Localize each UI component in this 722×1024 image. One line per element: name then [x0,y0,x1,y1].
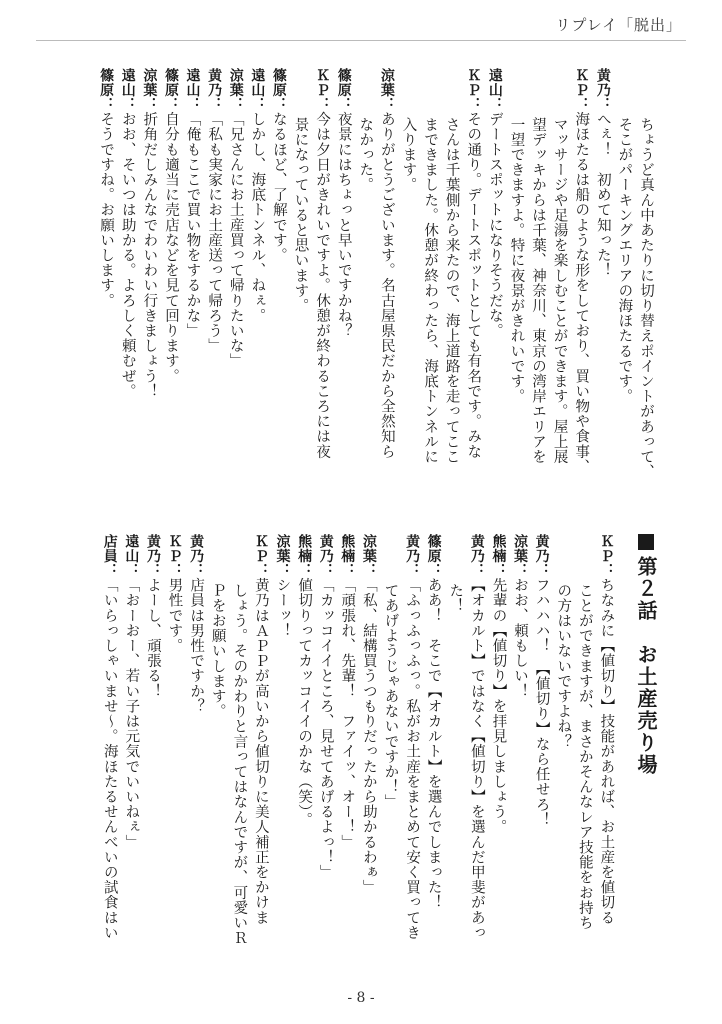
speaker-label: 遠山： [119,68,136,112]
line-text: 「いらっしゃいませ～。海ほたるせんべいの試食はい [101,577,118,941]
dialogue-line [462,68,484,488]
speaker-label: 遠山： [184,68,201,112]
dialogue-line [400,534,422,964]
speaker-label: ＫＰ： [166,534,183,578]
line-text: デートスポットになりそうだな。 [486,111,503,339]
speaker-label: 店員： [101,534,118,578]
line-text: シーッ！ [274,577,291,639]
speaker-label: 篠原： [162,68,179,112]
line-text: 「私も実家にお土産送って帰ろう」 [206,111,223,354]
line-text: さんは千葉側から来たので、海上道路を走ってここ [443,117,460,465]
speaker-label: 遠山： [486,68,503,112]
speaker-label: ＫＰ： [252,534,269,578]
dialogue-line [159,68,181,488]
continuation-line [634,68,656,488]
line-text: Ｐをお願いします。 [209,583,226,720]
line-text: 今は夕日がきれいですよ。休憩が終わるころには夜 [314,111,331,460]
dialogue-line [332,68,354,488]
speaker-label: 涼葉： [360,534,377,578]
line-text: しょう。そのかわりと言ってはなんですが、可愛いＲ [231,583,248,946]
line-text: 海ほたるは船のような形をしており、買い物や食事、 [573,111,590,475]
speaker-label: ＫＰ： [573,68,590,112]
speaker-label: 涼葉： [378,68,395,112]
speaker-label: 黄乃： [188,534,205,578]
speaker-label: 遠山： [123,534,140,578]
speaker-label: 黄乃： [468,534,485,578]
speaker-label: 篠原： [270,68,287,112]
line-text: よーし、頑張る！ [144,577,161,699]
dialogue-line [141,534,163,964]
continuation-line [573,534,595,964]
dialogue-line [570,68,592,488]
dialogue-line [311,68,333,488]
speaker-label: 篠原： [425,534,442,578]
dialogue-line [314,534,336,964]
continuation-line [613,68,635,488]
dialogue-line [203,68,225,488]
line-text: なかった。 [357,117,374,193]
speaker-label: 黄乃： [594,68,611,112]
speaker-label: 熊楠： [490,534,507,578]
text-block-upper [96,68,656,488]
dialogue-line [483,68,505,488]
line-text: 景になっていると思います。 [292,117,309,314]
line-text: ちなみに【値切り】技能があれば、お土産を値切る [598,577,615,926]
line-text: 「おーおー、若い子は元気でいいねぇ」 [123,577,140,850]
line-text: マッサージや足湯を楽しむことができます。屋上展 [551,117,568,465]
dialogue-line [357,534,379,964]
dialogue-line [271,534,293,964]
line-text: その通り。デートスポットとしても有名です。みな [465,111,482,460]
dialogue-line [163,534,185,964]
continuation-line [444,534,466,964]
dialogue-line [595,534,617,964]
line-text: ありがとうございます。名古屋県民だから全然知ら [378,111,395,460]
continuation-line [548,68,570,488]
page-number: - 8 - [347,990,375,1006]
dialogue-line [181,68,203,488]
line-text: ちょうど真ん中あたりに切り替えポイントがあって、 [638,117,654,480]
continuation-line [418,68,440,488]
speaker-label: ＫＰ： [314,68,331,112]
dialogue-line [375,68,397,488]
line-text: 「兄さんにお土産買って帰りたいな」 [227,111,244,369]
line-text: 「カッコイイところ、見せてあげるよっ！」 [317,577,334,880]
speaker-label: 黄乃： [144,534,161,578]
continuation-line [289,68,311,488]
dialogue-line [530,534,552,964]
speaker-label: 涼葉： [227,68,244,112]
dialogue-line [120,534,142,964]
line-text: 【オカルト】ではなく【値切り】を選んだ甲斐があっ [468,577,485,941]
dialogue-line [116,68,138,488]
continuation-line [440,68,462,488]
dialogue-line [465,534,487,964]
speaker-label: 黄乃： [317,534,334,578]
line-text: 店員は男性ですか？ [188,577,205,714]
dialogue-line [267,68,289,488]
dialogue-line [293,534,315,964]
speaker-label: 篠原： [98,68,115,112]
speaker-label: 黄乃： [206,68,223,112]
line-text: ああ！ そこで【オカルト】を選んでしまった！ [425,577,442,911]
line-text: 入ります。 [400,117,417,193]
dialogue-line [422,534,444,964]
continuation-line [397,68,419,488]
speaker-label: 遠山： [249,68,266,112]
dialogue-line [185,534,207,964]
continuation-line [206,534,228,964]
line-text: 夜景にはちょっと早いですかね？ [335,111,352,339]
line-text: 黄乃はＡＰＰが高いから値切りに美人補正をかけま [252,577,269,926]
speaker-label: 篠原： [335,68,352,112]
line-text: 一望できますよ。特に夜景がきれいです。 [508,117,525,405]
dialogue-line [95,68,117,488]
speaker-label: 涼葉： [274,534,291,578]
line-text: おお、頼もしい！ [512,577,529,699]
speaker-label: ＫＰ： [465,68,482,112]
section-title: 第２話 お土産売り場 [634,556,658,776]
header-rule [36,40,686,41]
line-text: 先輩の【値切り】を拝見しましょう。 [490,577,507,835]
line-text: 「ふっふっふっ。私がお土産をまとめて安く買ってき [404,577,421,941]
text-block-lower [96,534,656,964]
section-heading [634,534,656,964]
dialogue-line [508,534,530,964]
line-text: 「俺もここで買い物をするかな」 [184,111,201,339]
speaker-label: 熊楠： [339,534,356,578]
dialogue-line [487,534,509,964]
line-text: そうですね。お願いします。 [98,111,115,309]
line-text: た！ [447,583,464,614]
running-header: リプレイ「脱出」 [555,16,682,34]
line-text: 自分も適当に売店などを見て回ります。 [162,111,179,384]
speaker-label: 黄乃： [533,534,550,578]
continuation-line [505,68,527,488]
line-text: 値切りってカッコイイのかな（笑）。 [296,577,313,828]
dialogue-line [138,68,160,488]
line-text: おお、そいつは助かる。よろしく頼むぜ。 [119,111,136,399]
continuation-line [228,534,250,964]
line-text: ことができますが、まさかそんなレア技能をお持ち [576,583,593,931]
line-text: 男性です。 [166,577,183,654]
speaker-label: 涼葉： [141,68,158,112]
line-text: 折角だしみんなでわいわい行きましょう！ [141,111,158,399]
line-text: まできました。休憩が終わったら、海底トンネルに [422,117,439,465]
dialogue-line [591,68,613,488]
square-bullet-icon [638,534,654,550]
continuation-line [526,68,548,488]
dialogue-line [246,68,268,488]
dialogue-line [249,534,271,964]
continuation-line [354,68,376,488]
line-text: フハハハ！ 【値切り】なら任せろ！ [533,577,550,828]
dialogue-line [98,534,120,964]
line-text: 「私、結構買うつもりだったから助かるわぁ」 [360,577,377,895]
line-text: 「頑張れ、先輩！ ファイッ、オー！」 [339,577,356,850]
line-text: そこがパーキングエリアの海ほたるです。 [616,117,633,405]
line-text: しかし、海底トンネル、ねぇ。 [249,111,266,324]
line-text: の方はいないですよね？ [555,583,572,750]
dialogue-line [336,534,358,964]
line-text: てあげようじゃあないですか！」 [382,583,399,810]
speaker-label: 熊楠： [296,534,313,578]
speaker-label: 黄乃： [404,534,421,578]
speaker-label: ＫＰ： [598,534,615,578]
dialogue-line [224,68,246,488]
line-text: なるほど、了解です。 [270,111,287,263]
line-text: 望デッキからは千葉、神奈川、東京の湾岸エリアを [530,117,547,465]
line-text: へぇ！ 初めて知った！ [594,111,611,278]
continuation-line [552,534,574,964]
continuation-line [379,534,401,964]
speaker-label: 涼葉： [512,534,529,578]
